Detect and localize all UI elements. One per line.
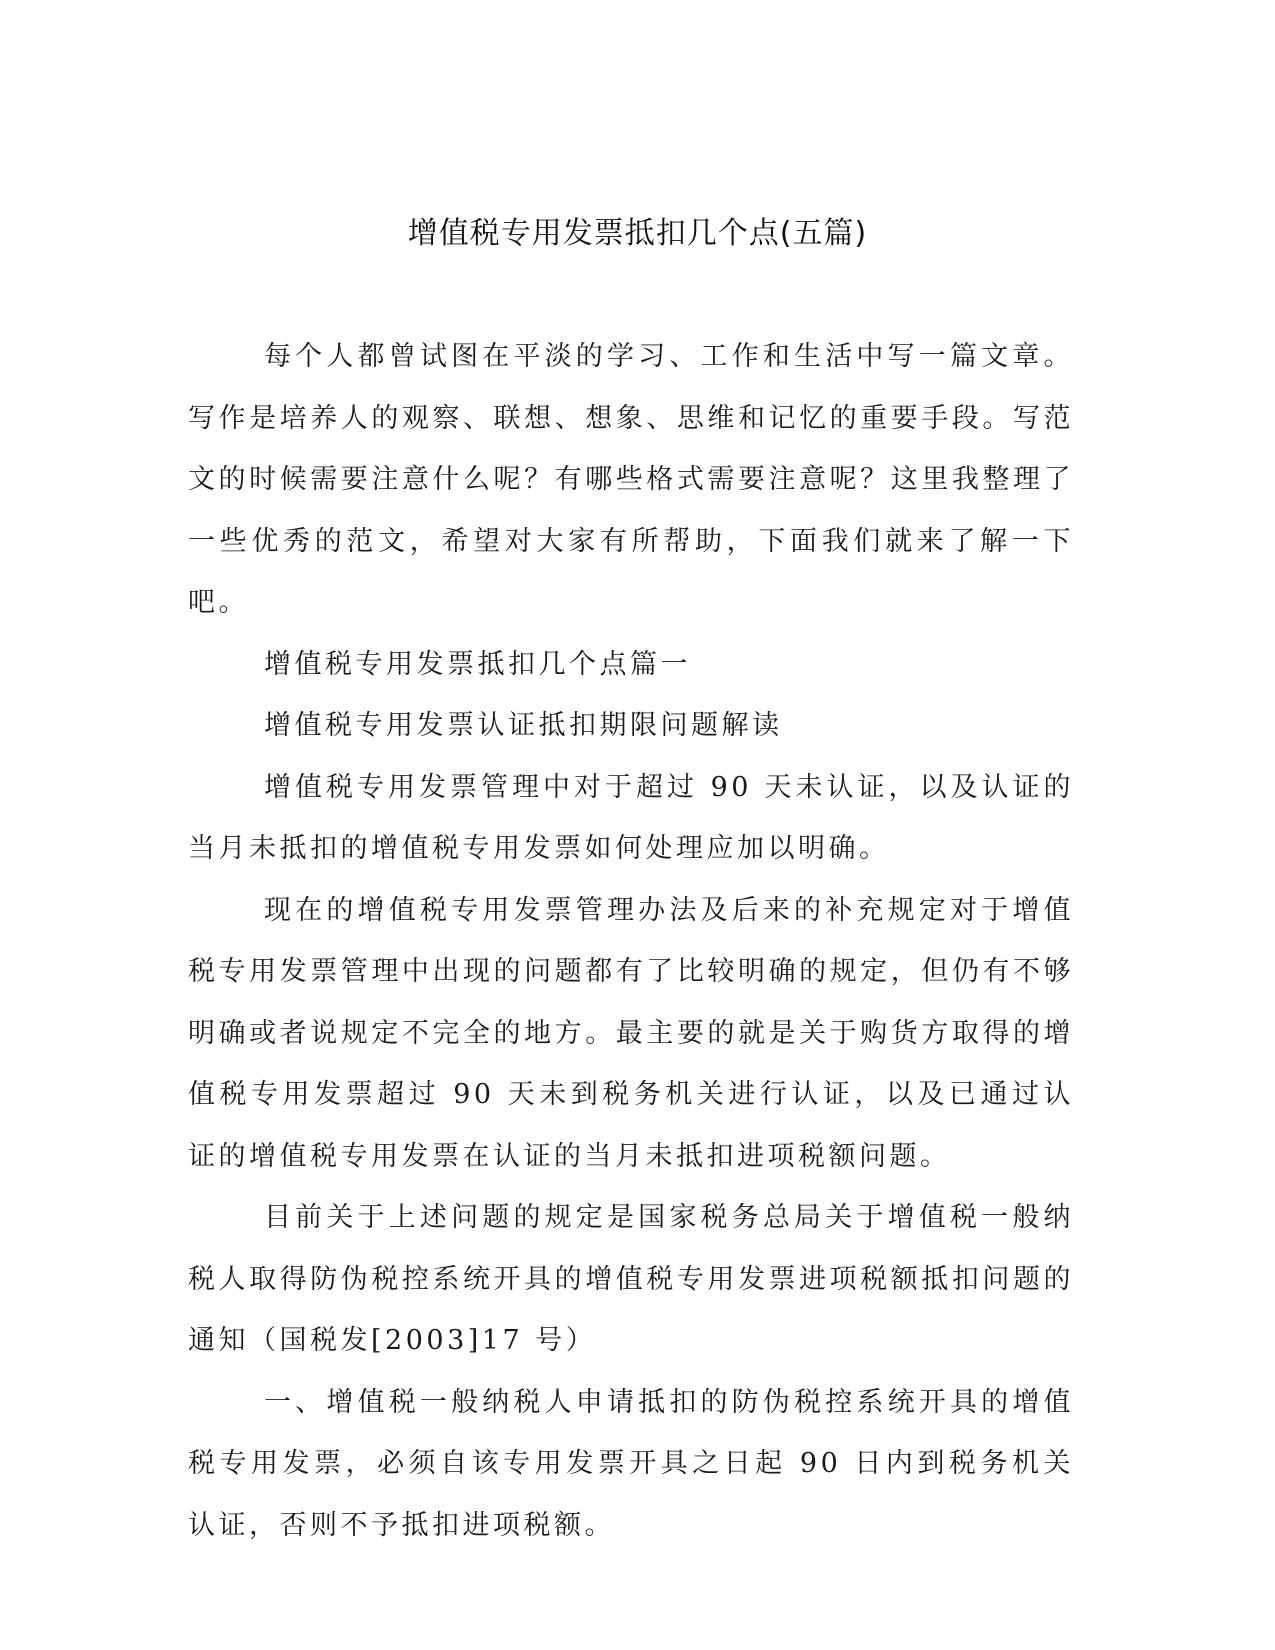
document-title: 增值税专用发票抵扣几个点(五篇)	[407, 216, 868, 251]
paragraph-rule-one: 一、增值税一般纳税人申请抵扣的防伪税控系统开具的增值税专用发票，必须自该专用发票开具之日起 90 日内到税务机关认证，否则不予抵扣进项税额。	[188, 1386, 1074, 1541]
paragraph-current-rules: 现在的增值税专用发票管理办法及后来的补充规定对于增值税专用发票管理中出现的问题都有了比较明确的规定，但仍有不够明确或者说规定不完全的地方。最主要的就是关于购货方取得的增值税专用发票超过 90 天未到税务机关进行认证，以及已通过认证的增值税专用发票在认证的当月未抵扣进项税额问题。	[188, 894, 1074, 1172]
paragraph-90-days: 增值税专用发票管理中对于超过 90 天未认证，以及认证的当月未抵扣的增值税专用发票如何处理应加以明确。	[188, 771, 1074, 864]
section-subheading: 增值税专用发票认证抵扣期限问题解读	[264, 710, 783, 741]
document-body	[188, 326, 1074, 1556]
paragraph-notice-reference: 目前关于上述问题的规定是国家税务总局关于增值税一般纳税人取得防伪税控系统开具的增值税专用发票进项税额抵扣问题的通知（国税发[2003]17 号）	[188, 1202, 1074, 1356]
section-heading-1: 增值税专用发票抵扣几个点篇一	[264, 648, 691, 680]
paragraph-intro: 每个人都曾试图在平淡的学习、工作和生活中写一篇文章。写作是培养人的观察、联想、想象、思维和记忆的重要手段。写范文的时候需要注意什么呢？有哪些格式需要注意呢？这里我整理了一些优秀的范文，希望对大家有所帮助，下面我们就来了解一下吧。	[188, 341, 1074, 618]
